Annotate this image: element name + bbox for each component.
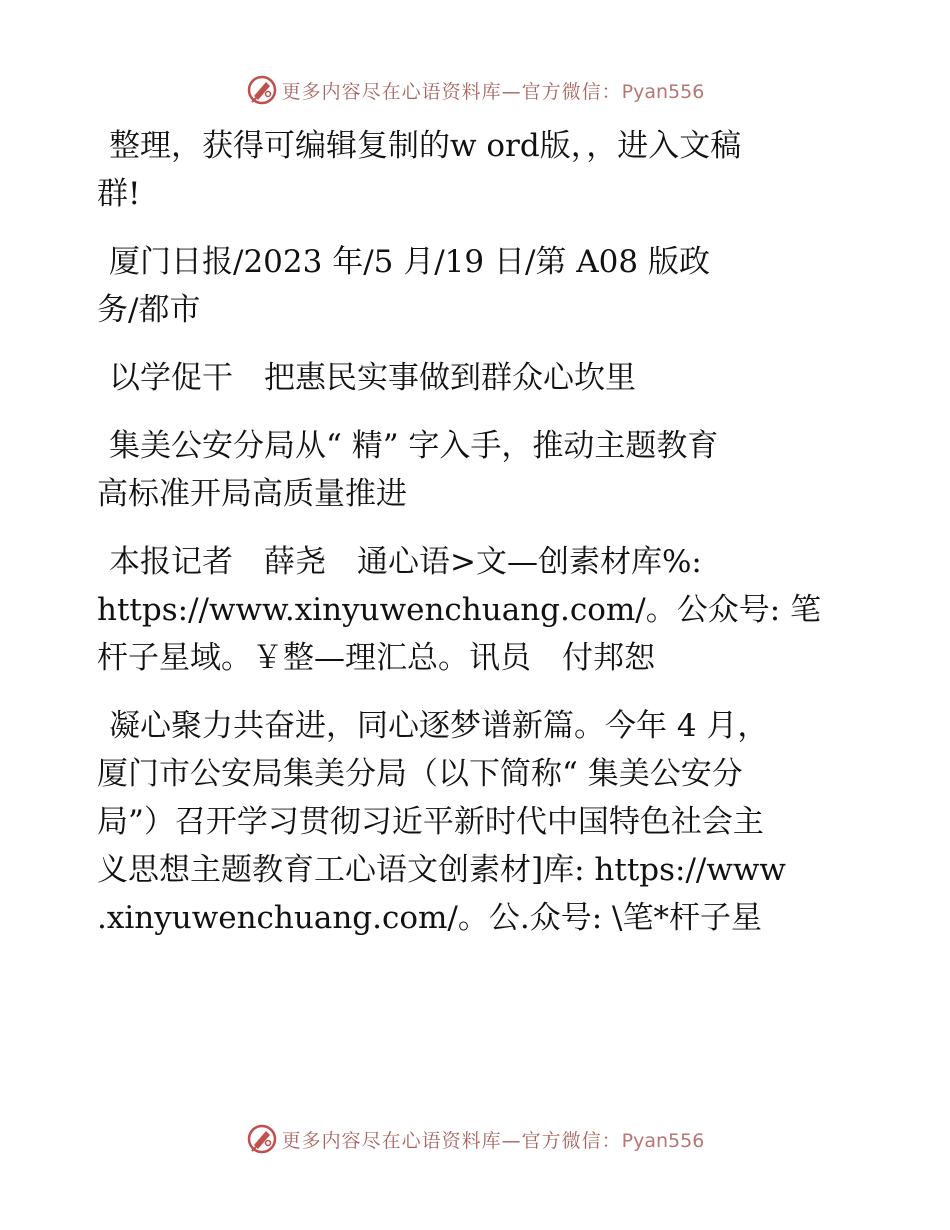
paragraph-intro <box>97 122 857 218</box>
text-line: 局”）召开学习贯彻习近平新时代中国特色社会主 <box>97 804 764 840</box>
paragraph-main <box>97 702 857 942</box>
footer-banner-id: Pyan556 <box>621 1129 705 1152</box>
paragraph-byline <box>97 538 857 682</box>
header-banner-label: 更多内容尽在心语资料库—官方微信： <box>281 80 622 103</box>
brand-logo-icon <box>246 1123 278 1155</box>
text-line: 厦门日报/2023 年/5 月/19 日/第 A08 版政 <box>109 244 710 280</box>
text-line: 以学促干 把惠民实事做到群众心坎里 <box>109 360 636 396</box>
paragraph-source <box>97 238 857 334</box>
text-line: 义思想主题教育工心语文创素材]库: https://www <box>97 852 786 888</box>
text-line: 杆子星域。￥整—理汇总。讯员 付邦恕 <box>97 640 655 676</box>
header-banner-text <box>282 77 705 104</box>
text-line: 务/都市 <box>97 292 201 328</box>
footer-banner <box>0 1119 950 1159</box>
document-body <box>97 122 857 962</box>
text-line: 本报记者 薛尧 通心语>文—创素材库%: <box>109 544 702 580</box>
text-line: 集美公安分局从“ 精” 字入手，推动主题教育 <box>109 428 719 464</box>
article-headline <box>97 354 857 402</box>
article-subheadline <box>97 422 857 518</box>
text-line: 群! <box>97 176 141 212</box>
text-line: .xinyuwenchuang.com/。公.众号: \笔*杆子星 <box>97 900 762 936</box>
brand-logo-icon <box>246 74 278 106</box>
footer-banner-text <box>282 1126 705 1153</box>
header-banner-id: Pyan556 <box>621 80 705 103</box>
text-line: 整理，获得可编辑复制的w ord版，，进入文稿 <box>109 128 742 164</box>
text-line: 高标准开局高质量推进 <box>97 476 407 512</box>
header-banner <box>0 70 950 110</box>
footer-banner-label: 更多内容尽在心语资料库—官方微信： <box>281 1129 622 1152</box>
text-line: 厦门市公安局集美分局（以下简称“ 集美公安分 <box>97 756 743 792</box>
text-line: 凝心聚力共奋进，同心逐梦谱新篇。今年 4 月， <box>109 708 769 744</box>
text-line: https://www.xinyuwenchuang.com/。公众号: 笔 <box>97 592 822 628</box>
